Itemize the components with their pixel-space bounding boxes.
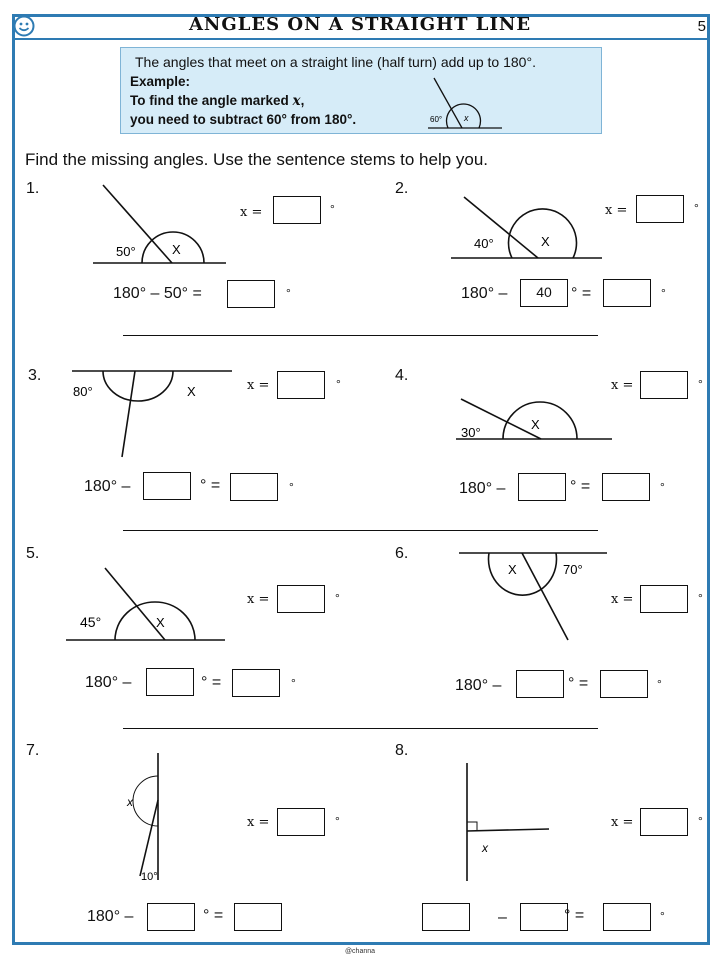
- q4-stem-mid: ° =: [570, 478, 591, 495]
- q4-given-box[interactable]: [518, 473, 566, 501]
- row-divider-1: [123, 335, 598, 336]
- q1-result-box[interactable]: [227, 280, 275, 308]
- info-box: [120, 47, 602, 134]
- q1-result-degree: °: [286, 286, 291, 300]
- svg-text:X: X: [187, 384, 196, 399]
- q6-result-box[interactable]: [600, 670, 648, 698]
- svg-text:10°: 10°: [141, 871, 158, 883]
- q5-result-box[interactable]: [232, 669, 280, 697]
- svg-text:30°: 30°: [461, 425, 481, 440]
- q5-answer-box[interactable]: [277, 585, 325, 613]
- q2-x-label: x =: [605, 203, 628, 218]
- q5-x-label: x =: [247, 592, 270, 607]
- q6-stem-mid: ° =: [568, 675, 589, 692]
- q5-degree: °: [335, 591, 340, 605]
- q7-degree: °: [335, 814, 340, 828]
- q3-answer-box[interactable]: [277, 371, 325, 399]
- svg-text:x: x: [127, 795, 133, 809]
- q3-stem-mid: ° =: [200, 477, 221, 494]
- q6-answer-box[interactable]: [640, 585, 688, 613]
- page-title: ANGLES ON A STRAIGHT LINE: [188, 14, 532, 35]
- q8-x-label: x =: [611, 815, 634, 830]
- question-7-number: 7.: [26, 742, 40, 759]
- question-4-number: 4.: [395, 367, 409, 384]
- q6-degree: °: [698, 591, 703, 605]
- q4-stem: 180° –: [459, 480, 506, 497]
- q8-result-degree: °: [660, 909, 665, 923]
- question-7-diagram: [120, 750, 180, 885]
- question-1-diagram: [90, 180, 230, 270]
- q7-answer-box[interactable]: [277, 808, 325, 836]
- question-8-number: 8.: [395, 742, 409, 759]
- example-line-1: To find the angle marked x,: [130, 93, 305, 109]
- svg-text:50°: 50°: [116, 244, 136, 259]
- q2-stem: 180° –: [461, 285, 508, 302]
- q4-answer-box[interactable]: [640, 371, 688, 399]
- row-divider-3: [123, 728, 598, 729]
- q6-result-degree: °: [657, 677, 662, 691]
- q7-given-box[interactable]: [147, 903, 195, 931]
- q4-degree: °: [698, 377, 703, 391]
- svg-text:45°: 45°: [80, 614, 102, 630]
- q5-result-degree: °: [291, 676, 296, 690]
- q7-stem-mid: ° =: [203, 907, 224, 924]
- question-3-number: 3.: [28, 367, 42, 384]
- svg-text:x: x: [464, 113, 469, 123]
- question-5-diagram: [65, 565, 230, 645]
- q1-answer-box[interactable]: [273, 196, 321, 224]
- q8-given-box[interactable]: [520, 903, 568, 931]
- q4-result-degree: °: [660, 480, 665, 494]
- example-line-2: you need to subtract 60° from 180°.: [130, 112, 357, 127]
- instruction-text: Find the missing angles. Use the sentence stems to help you.: [25, 150, 489, 169]
- question-3-diagram: [70, 365, 240, 460]
- q4-result-box[interactable]: [602, 473, 650, 501]
- q7-stem: 180° –: [87, 908, 134, 925]
- example-diagram: [426, 70, 506, 130]
- q6-stem: 180° –: [455, 677, 502, 694]
- q6-given-box[interactable]: [516, 670, 564, 698]
- q8-minus: –: [498, 909, 507, 926]
- question-1-number: 1.: [26, 180, 40, 197]
- svg-text:X: X: [156, 615, 165, 630]
- question-5-number: 5.: [26, 545, 40, 562]
- example-label: Example:: [130, 74, 191, 89]
- footer-credit: @channa: [344, 948, 376, 955]
- q3-degree: °: [336, 377, 341, 391]
- svg-text:70°: 70°: [563, 562, 583, 577]
- q7-result-box[interactable]: [234, 903, 282, 931]
- q8-answer-box[interactable]: [640, 808, 688, 836]
- page-number: 5: [697, 18, 706, 35]
- question-2-number: 2.: [395, 180, 409, 197]
- info-rule: The angles that meet on a straight line (half turn) add up to 180°.: [135, 54, 536, 70]
- q8-first-box[interactable]: [422, 903, 470, 931]
- svg-text:60°: 60°: [430, 115, 443, 124]
- row-divider-2: [123, 530, 598, 531]
- q2-stem-mid: ° =: [571, 285, 592, 302]
- question-2-diagram: [450, 190, 605, 262]
- header-rule: [12, 38, 710, 40]
- q2-degree: °: [694, 201, 699, 215]
- svg-text:x: x: [482, 841, 488, 855]
- svg-text:X: X: [531, 417, 540, 432]
- q1-stem: 180° – 50° =: [113, 285, 202, 302]
- question-6-diagram: [455, 546, 615, 644]
- q2-result-degree: °: [661, 286, 666, 300]
- q3-stem: 180° –: [84, 478, 131, 495]
- q7-x-label: x =: [247, 815, 270, 830]
- q8-degree: °: [698, 814, 703, 828]
- q5-given-box[interactable]: [146, 668, 194, 696]
- q3-result-degree: °: [289, 480, 294, 494]
- q3-x-label: x =: [247, 378, 270, 393]
- q1-x-label: x =: [240, 205, 263, 220]
- q1-degree: °: [330, 202, 335, 216]
- svg-text:80°: 80°: [73, 384, 93, 399]
- q5-stem: 180° –: [85, 674, 132, 691]
- svg-text:X: X: [172, 242, 181, 257]
- q4-x-label: x =: [611, 378, 634, 393]
- question-8-diagram: [460, 760, 555, 885]
- svg-text:X: X: [508, 562, 517, 577]
- question-4-diagram: [455, 390, 615, 445]
- q2-result-box[interactable]: [603, 279, 651, 307]
- q5-stem-mid: ° =: [201, 674, 222, 691]
- q3-result-box[interactable]: [230, 473, 278, 501]
- q6-x-label: x =: [611, 592, 634, 607]
- svg-text:X: X: [541, 234, 550, 249]
- q8-stem-mid: ° =: [564, 907, 585, 924]
- question-6-number: 6.: [395, 545, 409, 562]
- svg-text:40°: 40°: [474, 236, 494, 251]
- q8-result-box[interactable]: [603, 903, 651, 931]
- q2-answer-box[interactable]: [636, 195, 684, 223]
- q3-given-box[interactable]: [143, 472, 191, 500]
- q2-given-box[interactable]: 40: [520, 279, 568, 307]
